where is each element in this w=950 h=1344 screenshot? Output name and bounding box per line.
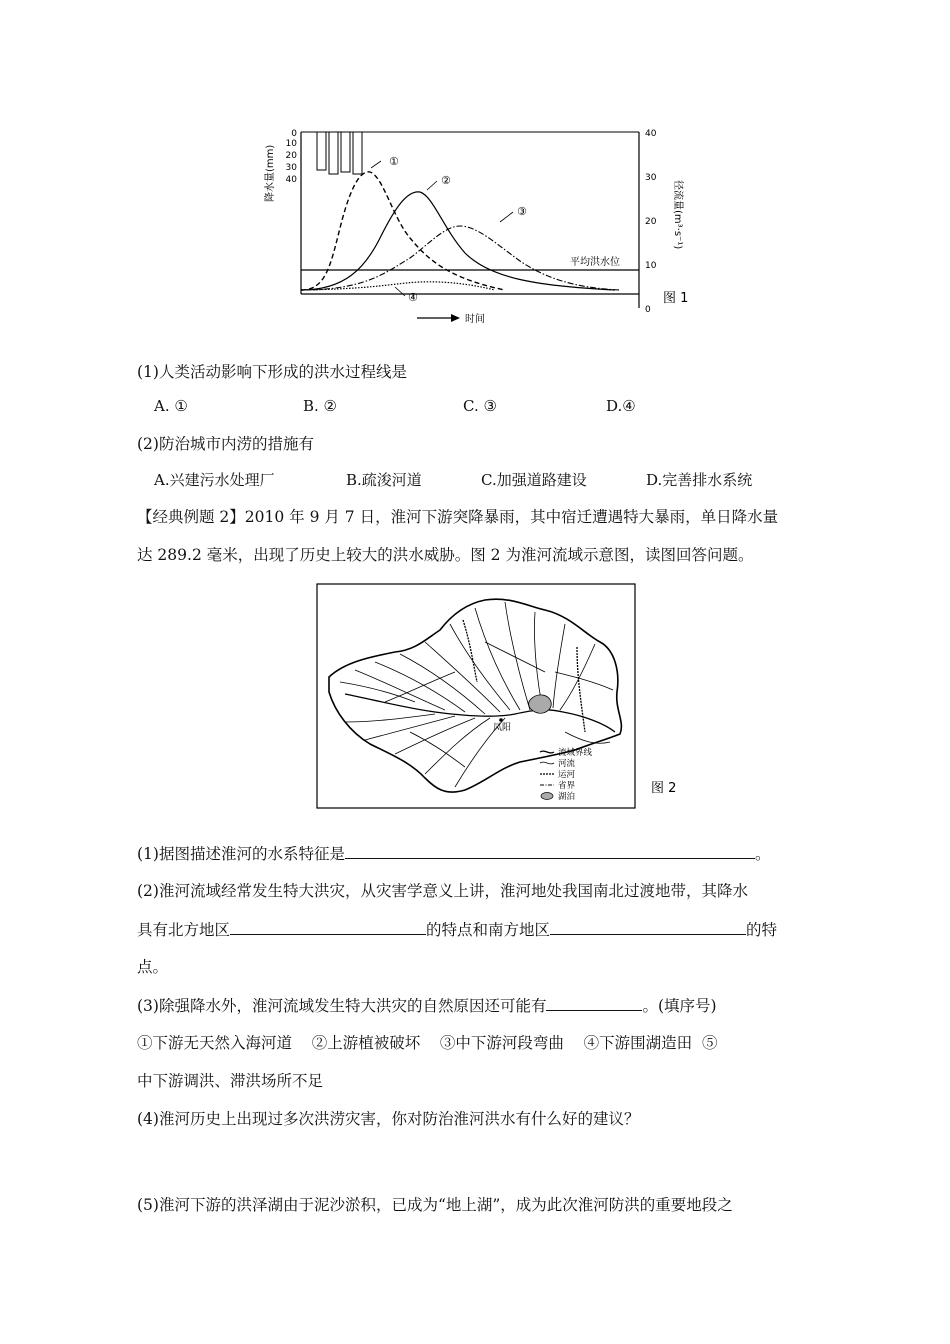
q2-option-b: B.疏浚河道 <box>346 471 422 489</box>
rainfall-bars <box>317 132 362 174</box>
q2-3-options-cont: 中下游调洪、滞洪场所不足 <box>137 1072 324 1090</box>
q2-5-line: (5)淮河下游的洪泽湖由于泥沙淤积，已成为“地上湖”，成为此次淮河防洪的重要地段之 <box>137 1196 733 1214</box>
q1-option-a: A. ① <box>154 397 188 415</box>
rain-bar-3 <box>341 132 350 172</box>
legend-river: 河流 <box>558 759 576 769</box>
figure-1-chart <box>255 118 695 328</box>
right-tick-30: 30 <box>645 173 657 183</box>
curve-1 <box>301 172 505 290</box>
q1-option-d: D.④ <box>606 397 636 415</box>
q2-2-line-3: 点。 <box>137 958 169 976</box>
left-tick-2: 20 <box>285 151 297 161</box>
q2-2-line-2 <box>137 918 777 941</box>
q2-option-a: A.兴建污水处理厂 <box>154 471 275 489</box>
answer-blank-north[interactable] <box>230 918 426 935</box>
curve-label-1: ① <box>389 155 399 168</box>
right-tick-10: 10 <box>645 261 657 271</box>
curve-2 <box>301 192 615 290</box>
rain-bar-4 <box>353 132 362 174</box>
left-tick-3: 30 <box>285 163 297 173</box>
rain-bar-2 <box>329 132 338 174</box>
city-label-fengyang: 凤阳 <box>493 723 512 733</box>
question-1-stem: (1)人类活动影响下形成的洪水过程线是 <box>137 363 407 381</box>
left-tick-0: 0 <box>291 129 297 139</box>
q2-2-end: 的特 <box>746 921 778 939</box>
q2-1-line <box>137 842 770 865</box>
answer-blank-3[interactable] <box>546 994 642 1011</box>
left-tick-4: 40 <box>285 175 297 185</box>
figure-2-map <box>315 582 695 810</box>
avg-flood-label: 平均洪水位 <box>570 257 620 268</box>
right-tick-40: 40 <box>645 129 657 139</box>
q2-2-line-1: (2)淮河流域经常发生特大洪灾，从灾害学意义上讲，淮河地处我国南北过渡地带，其降水 <box>137 882 748 900</box>
q2-1-text: (1)据图描述淮河的水系特征是 <box>137 845 345 863</box>
example-2-line-1: 【经典例题 2】2010 年 9 月 7 日，淮河下游突降暴雨，其中宿迁遭遇特大暴雨，单日降水量 <box>137 508 779 526</box>
right-tick-20: 20 <box>645 217 657 227</box>
curve-label-2: ② <box>441 174 451 187</box>
q2-option-c: C.加强道路建设 <box>481 471 587 489</box>
legend-canal: 运河 <box>558 770 576 780</box>
right-axis-label: 径流量(m³·s⁻¹) <box>672 180 683 250</box>
left-axis-label: 降水量(mm) <box>265 144 276 202</box>
q1-option-c: C. ③ <box>463 397 497 415</box>
q2-option-d: D.完善排水系统 <box>646 471 753 489</box>
q2-3-text: (3)除强降水外，淮河流域发生特大洪灾的自然原因还可能有 <box>137 997 547 1015</box>
legend-lake: 湖泊 <box>558 792 576 802</box>
q1-option-b: B. ② <box>303 397 338 415</box>
question-2-stem: (2)防治城市内涝的措施有 <box>137 435 314 453</box>
hongze-lake <box>529 695 552 713</box>
q2-2-north: 具有北方地区 <box>137 921 231 939</box>
legend-basin-boundary: 流域界线 <box>558 748 593 758</box>
rain-bar-1 <box>317 132 326 170</box>
q2-3-line-1 <box>137 994 717 1017</box>
figure-1-caption: 图 1 <box>663 291 689 306</box>
legend-province-border: 省界 <box>558 781 576 791</box>
curve-label-4: ④ <box>408 291 418 304</box>
q2-3-options: ①下游无天然入海河道 ②上游植被破坏 ③中下游河段弯曲 ④下游围湖造田 ⑤ <box>137 1034 718 1052</box>
answer-blank-1[interactable] <box>345 842 755 859</box>
q2-3-end: 。(填序号) <box>642 997 717 1015</box>
figure-2-caption: 图 2 <box>651 781 677 796</box>
q2-1-end: 。 <box>754 845 771 863</box>
q2-2-south: 的特点和南方地区 <box>426 921 551 939</box>
answer-blank-south[interactable] <box>550 918 746 935</box>
right-tick-0: 0 <box>645 305 651 315</box>
q2-4-line: (4)淮河历史上出现过多次洪涝灾害，你对防治淮河洪水有什么好的建议？ <box>137 1110 640 1128</box>
curve-label-3: ③ <box>517 205 527 218</box>
example-2-line-2: 达 289.2 毫米，出现了历史上较大的洪水威胁。图 2 为淮河流域示意图，读图回答问题。 <box>137 546 754 564</box>
time-label: 时间 <box>465 314 485 325</box>
left-tick-1: 10 <box>285 139 297 149</box>
map-frame <box>317 584 635 808</box>
